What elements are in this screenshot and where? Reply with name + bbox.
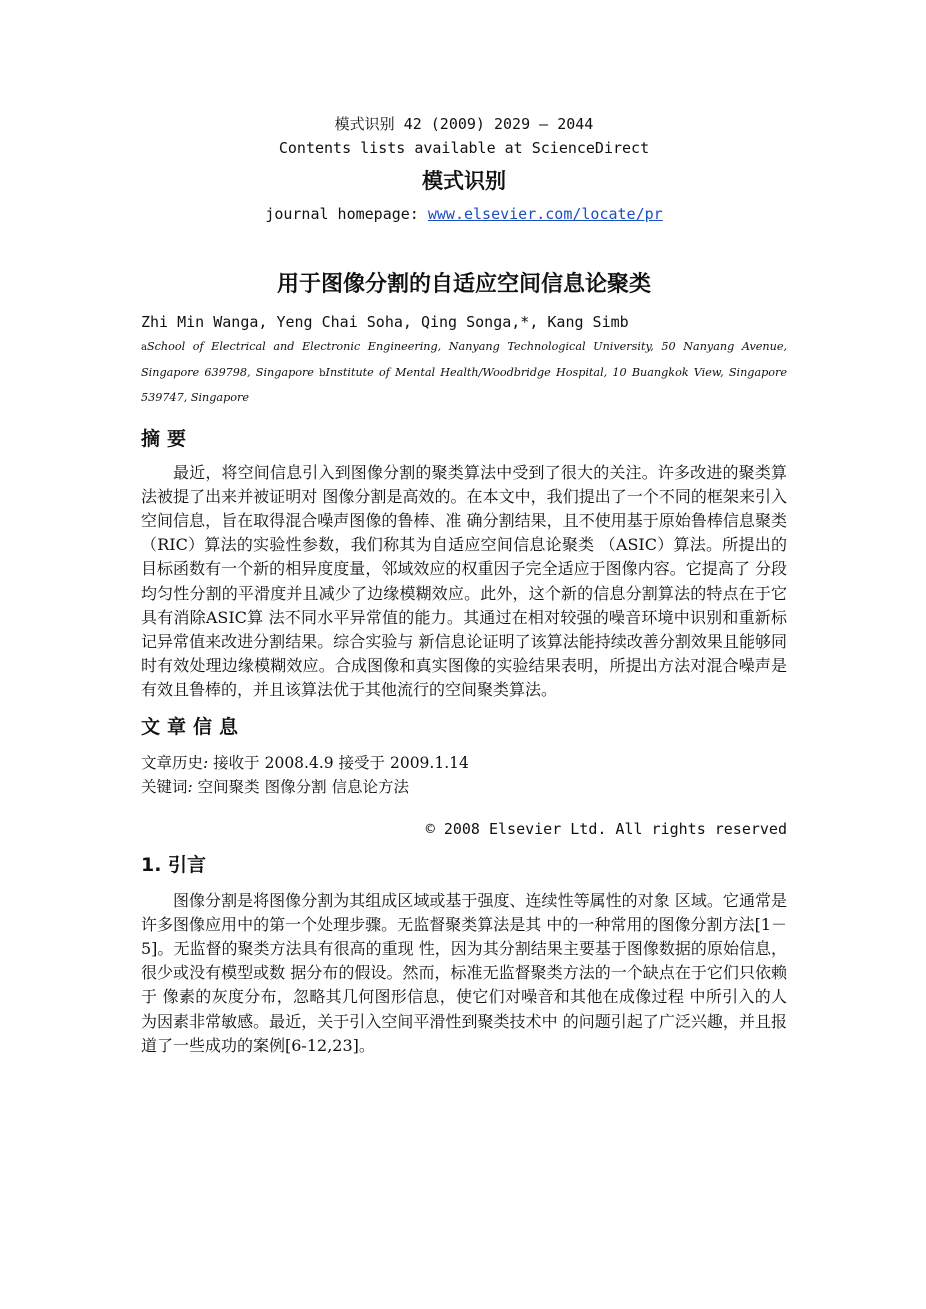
keywords-separator: :	[187, 777, 198, 796]
journal-name: 模式识别	[422, 169, 506, 193]
copyright-notice: © 2008 Elsevier Ltd. All rights reserved	[425, 819, 787, 838]
affiliation-b-marker: b	[319, 367, 326, 379]
keywords-label: 关键词	[141, 777, 188, 796]
journal-homepage	[141, 202, 787, 226]
keywords	[141, 775, 787, 799]
affiliation-a-marker: a	[141, 342, 147, 353]
history-label: 文章历史	[141, 753, 204, 772]
contents-line: Contents lists available at ScienceDirect	[278, 139, 650, 157]
author-list: Zhi Min Wanga, Yeng Chai Soha, Qing Songa,*, Kang Simb	[141, 313, 629, 331]
article-title: 用于图像分割的自适应空间信息论聚类	[276, 272, 651, 297]
journal-citation: 模式识别 42 (2009) 2029 – 2044	[334, 115, 594, 133]
article-history	[141, 751, 787, 775]
affiliation-b: Institute of Mental Health/Woodbridge Hospital, 10 Buangkok View, Singapore 539747, Singapore	[141, 365, 788, 404]
intro-heading: 1. 引言	[141, 853, 207, 876]
homepage-label: journal homepage:	[265, 205, 428, 223]
history-value: 接收于 2008.4.9 接受于 2009.1.14	[213, 753, 469, 772]
intro-text: 图像分割是将图像分割为其组成区域或基于强度、连续性等属性的对象 区域。它通常是许多图像应用中的第一个处理步骤。无监督聚类算法是其 中的一种常用的图像分割方法[1－5]。无监督的聚类方法具有很高的重现 性，因为其分割结果主要基于图像数据的原始信息，很少或没有模型或数 据分布的假设。然而，标准无监督聚类方法的一个缺点在于它们只依赖于 像素的灰度分布，忽略其几何图形信息，使它们对噪音和其他在成像过程 中所引入的人为因素非常敏感。最近，关于引入空间平滑性到聚类技术中 的问题引起了广泛兴趣，并且报道了一些成功的案例[6-12,23]。	[141, 890, 787, 1055]
homepage-link[interactable]: www.elsevier.com/locate/pr	[427, 205, 663, 223]
affiliation-a: School of Electrical and Electronic Engineering, Nanyang Technological University, 50 Nanyang Avenue, Singapore 639798, Singapore	[141, 340, 787, 379]
history-separator: :	[203, 753, 214, 772]
keywords-value: 空间聚类 图像分割 信息论方法	[197, 777, 410, 796]
article-info-heading: 文章信息	[141, 715, 246, 738]
abstract-text: 最近，将空间信息引入到图像分割的聚类算法中受到了很大的关注。许多改进的聚类算法被提了出来并被证明对 图像分割是高效的。在本文中，我们提出了一个不同的框架来引入空间信息，旨在取得混合噪声图像的鲁棒、准 确分割结果，且不使用基于原始鲁棒信息聚类（RIC）算法的实验性参数，我们称其为自适应空间信息论聚类 （ASIC）算法。所提出的目标函数有一个新的相异度度量，邻域效应的权重因子完全适应于图像内容。它提高了 分段均匀性分割的平滑度并且减少了边缘模糊效应。此外，这个新的信息分割算法的特点在于它具有消除ASIC算 法不同水平异常值的能力。其通过在相对较强的噪音环境中识别和重新标记异常值来改进分割结果。综合实验与 新信息论证明了该算法能持续改善分割效果且能够同时有效处理边缘模糊效应。合成图像和真实图像的实验结果表明，所提出方法对混合噪声是有效且鲁棒的，并且该算法优于其他流行的空间聚类算法。	[141, 462, 787, 700]
paper-page	[141, 112, 787, 1058]
affiliations	[141, 335, 787, 411]
abstract-heading: 摘要	[141, 427, 194, 450]
